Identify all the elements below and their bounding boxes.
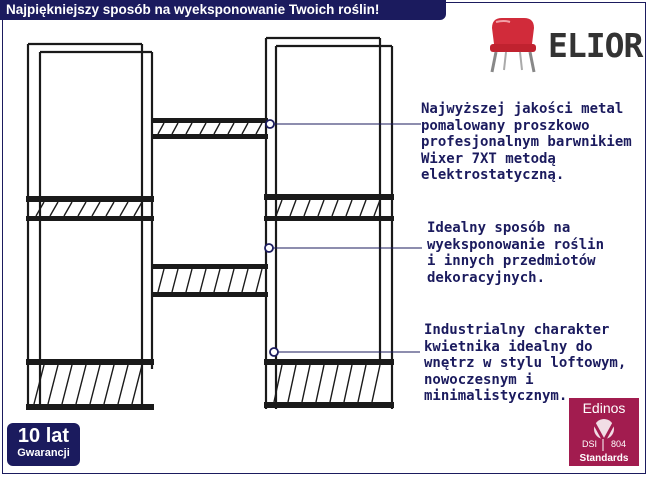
headline-banner: Najpiękniejszy sposób na wyeksponowanie Twoich roślin! (0, 0, 446, 20)
plant-stand-image (14, 34, 404, 419)
certificate-number: 804 (611, 439, 627, 449)
brand-name: ELIOR (548, 26, 643, 65)
chair-icon (490, 18, 536, 72)
warranty-label: Gwarancji (17, 447, 70, 459)
certificate-title: Edinos (582, 400, 626, 416)
warranty-badge (7, 423, 80, 466)
certificate-subtitle: Standards (579, 453, 629, 464)
certificate-seal-icon (569, 415, 639, 451)
feature-metal-quality: Najwyższej jakości metal pomalowany proszkowo profesjonalnym barwnikiem Wixer 7XT metodą elektrostatyczną. (421, 101, 632, 183)
warranty-years: 10 lat (17, 425, 70, 447)
feature-display: Idealny sposób na wyeksponowanie roślin i innych przedmiotów dekoracyjnych. (427, 220, 605, 286)
certificate-dsi: DSI (582, 439, 598, 449)
edinos-certificate (569, 398, 639, 466)
feature-industrial: Industrialny charakter kwietnika idealny do wnętrz w stylu loftowym, nowoczesnym i minimalistycznym. (424, 322, 627, 404)
